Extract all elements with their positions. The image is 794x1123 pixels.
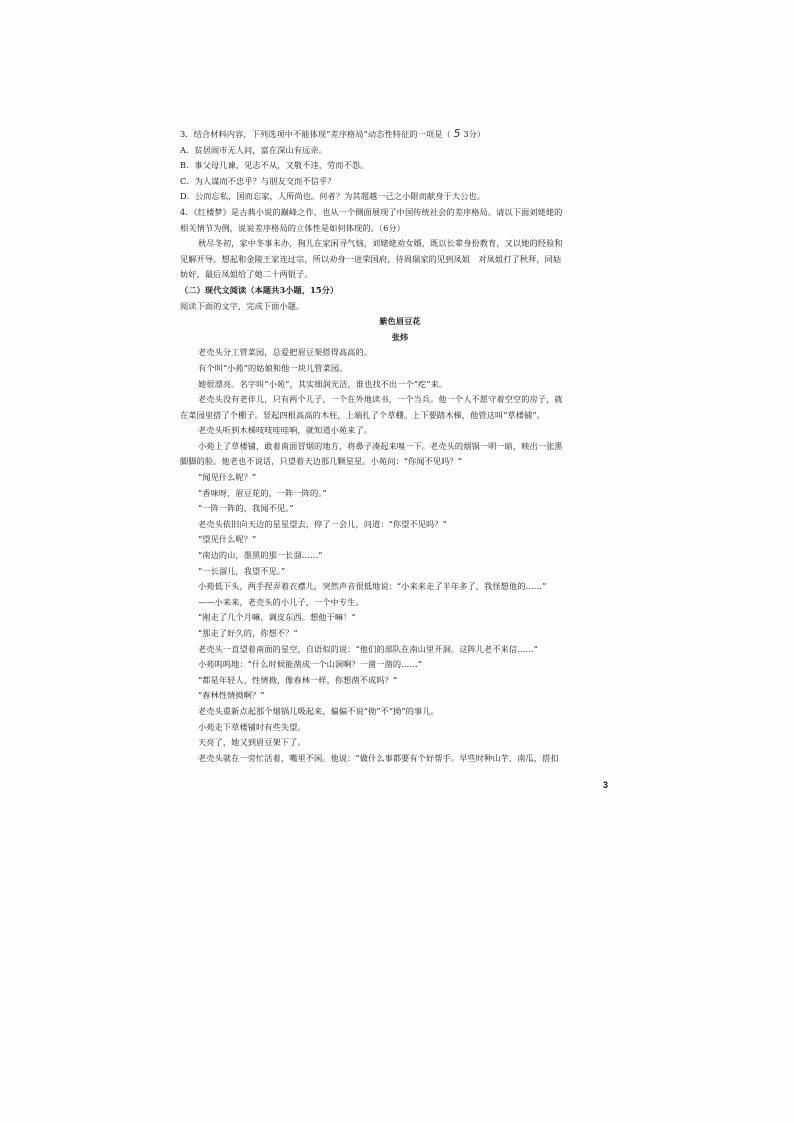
question-4-line-1: 4．《红楼梦》是古典小说的巅峰之作，也从一个侧面展现了中国传统社会的差序格局。请以下面刘姥姥的 <box>180 206 563 217</box>
excerpt-line-2: 见解开导。想起和金陵王家连过宗，所以劝身一进荣国府，待周瑞家的见到凤姐 对凤姐打了秋拜，同姑 <box>180 253 562 264</box>
story-paragraph-line: 小苑低下头，两手捏弄着衣襟儿，突然声音很低地说：“小来来走了半年多了，我怪想他的……” <box>198 581 547 592</box>
story-paragraph-line: 老売头没有老伴儿，只有两个儿子，一个在外地读书，一个当兵。他一个人不愿守着空空的房子，就 <box>198 394 563 405</box>
story-paragraph-line: 老売头听到木梯吱吱哇哇响，就知道小苑来了。 <box>198 425 373 436</box>
story-author: 张炜 <box>391 331 409 342</box>
story-paragraph-line: “春林性情拗啊？” <box>198 690 265 701</box>
option-b: B．事父母几谏，见志不从，又敬不违，劳而不怨。 <box>180 160 369 171</box>
story-paragraph-line: “一长溜儿，我望不见。” <box>198 565 286 576</box>
story-paragraph-line: “望见什么呢？” <box>198 534 257 545</box>
story-paragraph-line: 老売头就在一旁忙活着，嘴里不闲。他说：“做什么事都要有个好帮手。早些时种山芋、南瓜，搭扣 <box>198 752 559 763</box>
option-d: D．公而忘私，国而忘家，人所尚也。何者？为其超越一己之小限而献身于大公也。 <box>180 191 486 202</box>
story-paragraph-line: “香味呀，眉豆花的，一阵一阵的。” <box>198 487 327 498</box>
excerpt-line-3: 妨好，最后凤姐给了她二十两银子。 <box>180 269 313 280</box>
story-paragraph-line: 小苑走下草楼铺时有些失望。 <box>198 721 306 732</box>
section-heading: （二）现代文阅读（本题共3小题，15分） <box>180 284 339 295</box>
story-paragraph-line: 小苑呜呜地：“什么时候能凿成一个山洞啊？一凿一凿的……” <box>198 659 423 670</box>
option-a: A．贫居闹市无人问，富在深山有远亲。 <box>180 144 327 155</box>
handwritten-mark: 5 <box>453 127 461 140</box>
story-paragraph-line: 老売头依旧向天边的星星望去，停了一会儿，问道：“你望不见吗？” <box>198 518 447 529</box>
page-content <box>180 126 620 766</box>
story-paragraph-line: 有个叫“小苑”的姑娘和他一块儿管菜园。 <box>198 362 348 373</box>
story-paragraph-line: 脚脚的脸。他老也不说话，只望着天边那几颗星星。小苑问：“你闻不见吗？” <box>180 456 463 467</box>
option-c: C．为人谋而不忠乎？与朋友交而不信乎？ <box>180 175 336 186</box>
story-paragraph-line: 小苑上了草楼铺，敢着南面冒烟的地方，将鼻子凑起来嗅一下。老売头的烟锅一明一暗，映出一张黑 <box>198 440 563 451</box>
question-3-score: 3分） <box>463 129 486 139</box>
page-number: 3 <box>603 780 609 790</box>
story-paragraph-line: “刚走了几个月嘛，调皮东西。想他干嘛！” <box>198 612 356 623</box>
story-paragraph-line: “那走了好久的，你想不？” <box>198 628 298 638</box>
question-3-text: 3．结合材料内容，下列选项中不能体现“差序格局”动态性特征的一项是（ <box>180 129 451 139</box>
story-paragraph-line: “闻见什么呢？” <box>198 472 257 483</box>
story-paragraph-line: “一阵一阵的，我闻不见。” <box>198 503 294 514</box>
question-4-line-2: 相关情节为例，说说差序格局的立体性是如何体现的。（6分） <box>180 222 405 233</box>
story-paragraph-line: “南边的山，墨黑的那一长溜……” <box>198 550 323 561</box>
section-instruction: 阅读下面的文字，完成下面小题。 <box>180 300 305 311</box>
story-paragraph-line: 老売头重新点起那个烟锅儿吸起来，偏偏不说“拗”不“拗”的事儿。 <box>198 705 439 716</box>
story-title: 紫色眉豆花 <box>379 316 421 327</box>
story-paragraph-line: 老売头一直望着南面的星空，自语似的说：“他们的部队在南山里开洞。这阵儿老不来信……” <box>198 643 539 654</box>
story-paragraph-line: ——小来来，老売头的小儿子，一个中专生。 <box>198 596 364 607</box>
question-3-stem <box>180 126 620 143</box>
excerpt-line-1: 秋尽冬初，家中冬事未办，狗儿在家闲寻气恼，刘姥姥劝女婿，既以长辈身份教育，又以她的经验和 <box>198 238 563 249</box>
story-body <box>180 345 620 766</box>
story-paragraph-line: 天亮了，她又到眉豆架下了。 <box>198 737 306 748</box>
story-paragraph-line: 在菜园里搭了个棚子。竖起四根高高的木柱，上端扎了个草棚。上下要踏木梯，他管这叫“草楼铺”。 <box>180 409 545 420</box>
story-paragraph-line: “都是年轻人，性情拗，像春林一样，你想凿不成吗？” <box>198 674 398 685</box>
story-paragraph-line: 她很漂亮。名字叫“小苑”，其实细润光洁，谁也找不出一个“疙”来。 <box>198 378 448 389</box>
story-paragraph-line: 老売头分工管菜园，总爱把眉豆架搭得高高的。 <box>198 347 373 358</box>
